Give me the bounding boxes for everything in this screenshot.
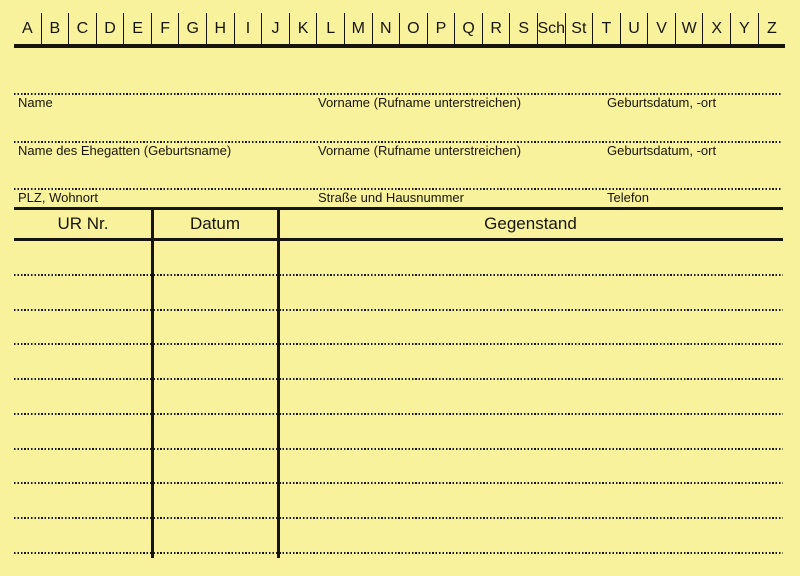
alphabet-tab-X[interactable]: X	[702, 13, 730, 44]
alphabet-tab-A[interactable]: A	[21, 19, 33, 37]
header-datum: Datum	[189, 214, 241, 233]
alphabet-tab-St[interactable]: St	[565, 13, 593, 44]
gegenstand-cell[interactable]	[278, 450, 783, 485]
alphabet-tab-J[interactable]: J	[261, 13, 289, 44]
telefon-label: Telefon	[607, 190, 649, 205]
gegenstand-cell[interactable]	[278, 415, 783, 450]
alphabet-tab-K[interactable]: K	[289, 13, 317, 44]
alphabet-tab-E[interactable]: E	[123, 13, 151, 44]
gegenstand-cell[interactable]	[278, 380, 783, 415]
ur-nr-cell[interactable]	[14, 380, 152, 415]
gegenstand-cell[interactable]	[278, 276, 783, 311]
table-bottom-stub	[14, 554, 783, 558]
alphabet-tab-L[interactable]: L	[316, 13, 344, 44]
ehegatte-name-label: Name des Ehegatten (Geburtsname)	[18, 143, 232, 158]
alphabet-tab-Q[interactable]: Q	[454, 13, 482, 44]
field-label-row-2	[14, 143, 783, 159]
column-divider-1	[151, 207, 154, 558]
ur-nr-cell[interactable]	[14, 311, 152, 346]
table-row	[14, 450, 783, 485]
row-rule-line	[14, 552, 783, 554]
field-label-row-1	[14, 95, 783, 111]
ur-nr-cell[interactable]	[14, 519, 152, 554]
table-row	[14, 276, 783, 311]
column-divider-2	[277, 207, 280, 558]
name-label: Name	[18, 95, 53, 110]
alphabet-tab-H[interactable]: H	[206, 13, 234, 44]
table-row	[14, 345, 783, 380]
alphabet-tab-G[interactable]: G	[178, 13, 206, 44]
alphabet-tab-T[interactable]: T	[592, 13, 620, 44]
ur-nr-cell[interactable]	[14, 241, 152, 276]
gegenstand-cell[interactable]	[278, 484, 783, 519]
table-row	[14, 311, 783, 346]
alphabet-tab-W[interactable]: W	[675, 13, 703, 44]
gegenstand-cell[interactable]	[278, 345, 783, 380]
alphabet-tab-V[interactable]: V	[647, 13, 675, 44]
registry-table-header	[14, 207, 783, 241]
ehegatte-vorname-label: Vorname (Rufname unterstreichen)	[318, 143, 522, 158]
alphabet-tab-R[interactable]: R	[482, 13, 510, 44]
gegenstand-cell[interactable]	[278, 241, 783, 276]
alphabet-tab-C[interactable]: C	[68, 13, 96, 44]
registry-table-body	[14, 241, 783, 558]
vorname-label: Vorname (Rufname unterstreichen)	[318, 95, 522, 110]
table-row	[14, 380, 783, 415]
geburtsdatum-label: Geburtsdatum, -ort	[607, 95, 717, 110]
alphabet-tab-F[interactable]: F	[151, 13, 179, 44]
datum-cell[interactable]	[152, 241, 278, 276]
alphabet-tab-M[interactable]: M	[344, 13, 372, 44]
header-ur-nr: UR Nr.	[57, 214, 109, 233]
plz-wohnort-label: PLZ, Wohnort	[18, 190, 98, 205]
alphabet-underline-bar	[14, 44, 785, 48]
gegenstand-cell[interactable]	[278, 519, 783, 554]
alphabet-tab-Z[interactable]: Z	[758, 13, 786, 44]
alphabet-tab-N[interactable]: N	[372, 13, 400, 44]
alphabet-tab-I[interactable]: I	[234, 13, 262, 44]
datum-cell[interactable]	[152, 345, 278, 380]
datum-cell[interactable]	[152, 380, 278, 415]
ur-nr-cell[interactable]	[14, 345, 152, 380]
header-gegenstand: Gegenstand	[484, 214, 577, 233]
datum-cell[interactable]	[152, 519, 278, 554]
strasse-label: Straße und Hausnummer	[318, 190, 464, 205]
field-label-row-3	[14, 190, 783, 206]
alphabet-tab-Y[interactable]: Y	[730, 13, 758, 44]
alphabet-tab-row	[14, 13, 785, 44]
ehegatte-geburtsdatum-label: Geburtsdatum, -ort	[607, 143, 717, 158]
datum-cell[interactable]	[152, 276, 278, 311]
datum-cell[interactable]	[152, 311, 278, 346]
alphabet-tab-Sch[interactable]: Sch	[537, 13, 565, 44]
alphabet-tab-O[interactable]: O	[399, 13, 427, 44]
ur-nr-cell[interactable]	[14, 276, 152, 311]
table-row	[14, 519, 783, 554]
alphabet-tab-D[interactable]: D	[96, 13, 124, 44]
table-row	[14, 415, 783, 450]
ur-nr-cell[interactable]	[14, 450, 152, 485]
gegenstand-cell[interactable]	[278, 311, 783, 346]
table-row	[14, 241, 783, 276]
alphabet-tab-U[interactable]: U	[620, 13, 648, 44]
alphabet-tab-P[interactable]: P	[427, 13, 455, 44]
alphabet-tab-S[interactable]: S	[509, 13, 537, 44]
table-row	[14, 484, 783, 519]
ur-nr-cell[interactable]	[14, 415, 152, 450]
datum-cell[interactable]	[152, 484, 278, 519]
alphabet-tab-B[interactable]: B	[41, 13, 69, 44]
registry-table	[14, 207, 783, 558]
datum-cell[interactable]	[152, 415, 278, 450]
ur-nr-cell[interactable]	[14, 484, 152, 519]
datum-cell[interactable]	[152, 450, 278, 485]
